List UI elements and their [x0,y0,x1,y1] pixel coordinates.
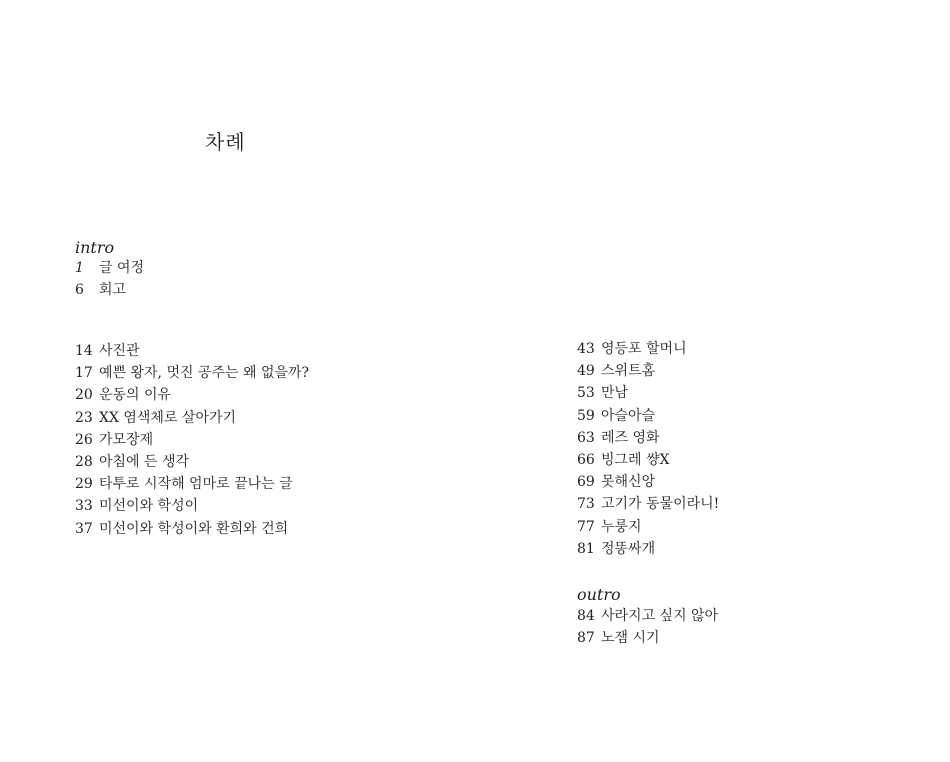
toc-entry [577,382,719,404]
entry-title: 사라지고 싶지 않아 [601,608,719,624]
entry-title: 노잼 시기 [601,630,660,647]
toc-entry [577,360,719,382]
intro-list [75,257,144,301]
entry-title: 누룽지 [601,518,642,535]
toc-entry [75,279,144,301]
entry-title: 못해신앙 [601,474,656,491]
toc-entry [577,493,719,515]
page-number: 77 [577,518,595,535]
entry-title: 정똥싸개 [601,540,656,557]
page-number: 53 [577,385,595,402]
toc-entry [577,605,718,627]
toc-entry [577,471,719,493]
page-number: 33 [75,498,93,515]
toc-entry [75,257,144,279]
page-number: 20 [75,387,93,404]
toc-entry [577,516,719,538]
page-number: 6 [75,282,84,299]
entry-title: 빙그레 썅X [601,451,670,468]
page-number: 49 [577,363,595,380]
page-number: 1 [75,260,84,276]
outro-heading: outro [577,585,621,604]
page-title: 차례 [205,130,246,154]
toc-entry [75,518,309,540]
entry-title: 사진관 [99,343,140,359]
toc-entry [577,538,719,560]
entry-title: XX 염색체로 살아가기 [99,409,237,426]
page-number: 23 [75,409,93,426]
toc-main-right [577,338,719,560]
toc-entry [75,473,309,495]
toc-entry [75,340,309,362]
entry-title: 미선이와 학성이와 환희와 건희 [99,520,289,537]
toc-entry [75,429,309,451]
toc-entry [75,384,309,406]
toc-main-left [75,340,309,540]
toc-entry [75,407,309,429]
toc-entry [75,362,309,384]
outro-list [577,605,718,649]
entry-title: 타투로 시작해 엄마로 끝나는 글 [99,476,293,493]
entry-title: 가모장제 [99,431,154,448]
page-number: 26 [75,431,93,448]
entry-title: 아슬아슬 [601,407,656,424]
page-number: 63 [577,429,595,446]
page-number: 66 [577,451,595,468]
entry-title: 회고 [99,282,127,299]
page-number: 29 [75,476,93,493]
entry-title: 아침에 든 생각 [99,453,190,470]
page-number: 84 [577,608,595,624]
toc-entry [577,427,719,449]
intro-heading: intro [75,238,115,257]
page-number: 37 [75,520,93,537]
entry-title: 예쁜 왕자, 멋진 공주는 왜 없을까? [99,365,310,382]
entry-title: 영등포 할머니 [601,341,687,357]
page-number: 43 [577,341,595,357]
entry-title: 레즈 영화 [601,429,660,446]
toc-entry [577,627,718,649]
entry-title: 미선이와 학성이 [99,498,199,515]
page-number: 59 [577,407,595,424]
page-number: 28 [75,453,93,470]
page-number: 73 [577,496,595,513]
entry-title: 글 여정 [99,260,145,276]
entry-title: 만남 [601,385,629,402]
page-number: 17 [75,365,93,382]
toc-entry [577,338,719,360]
toc-entry [75,495,309,517]
page-number: 87 [577,630,595,647]
entry-title: 운동의 이유 [99,387,172,404]
entry-title: 고기가 동물이라니! [601,496,720,513]
page-number: 81 [577,540,595,557]
page-number: 14 [75,343,93,359]
toc-entry [577,449,719,471]
toc-entry [75,451,309,473]
entry-title: 스위트홈 [601,363,656,380]
page-number: 69 [577,474,595,491]
toc-entry [577,405,719,427]
